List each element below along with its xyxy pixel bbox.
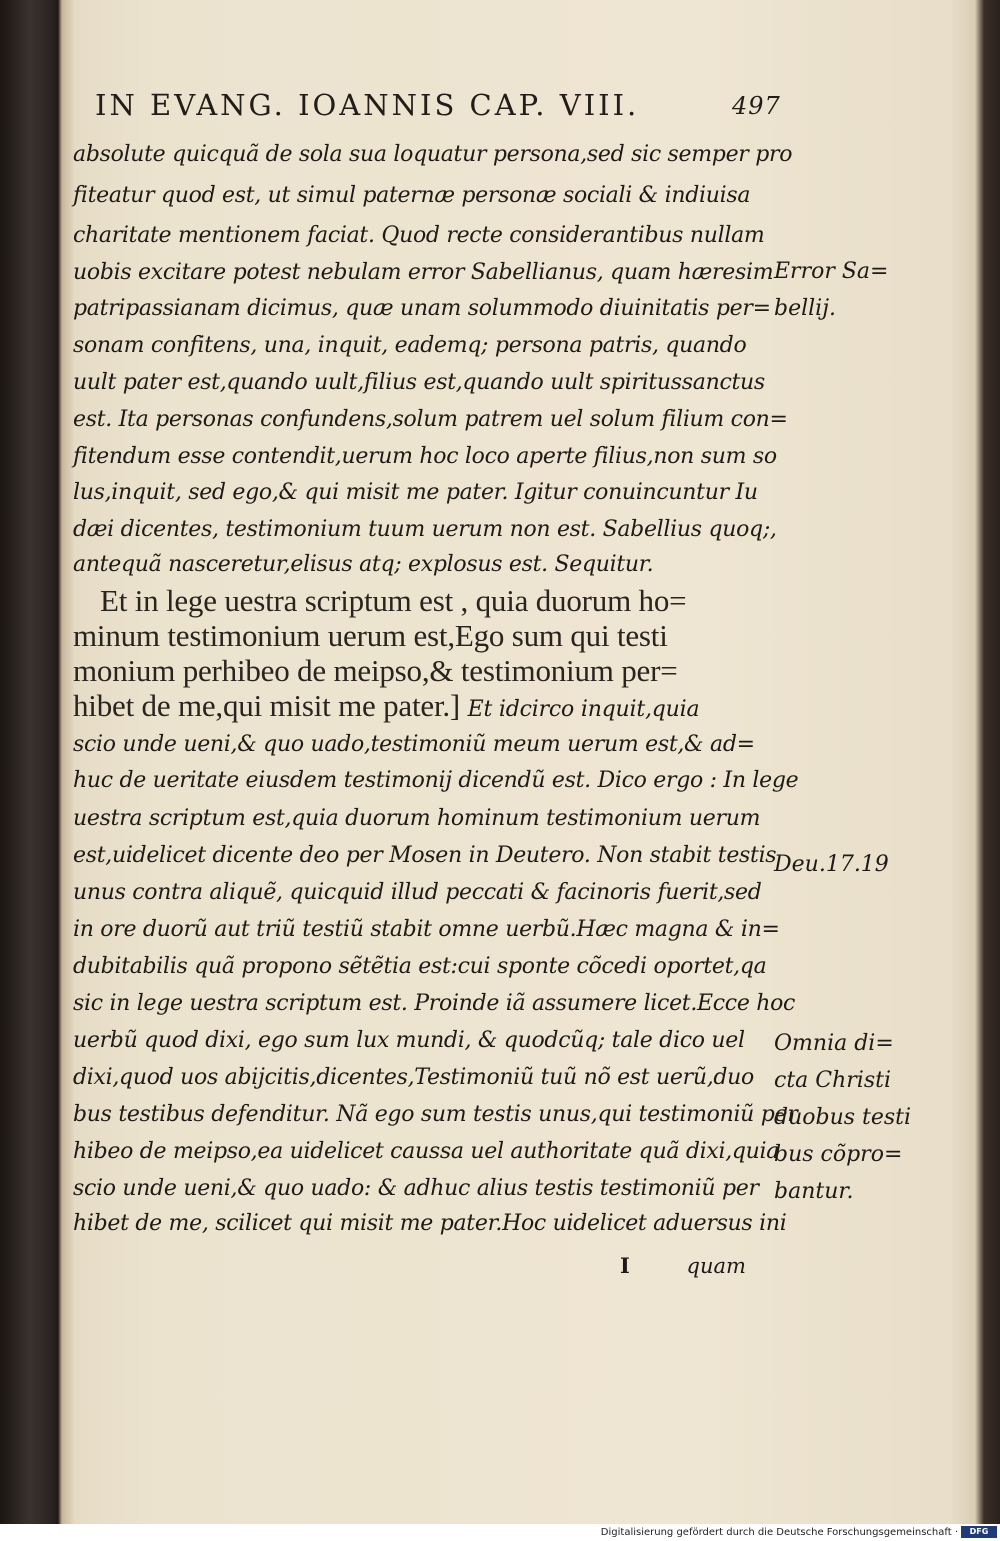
text-line: fitendum esse contendit,uerum hoc loco aperte filius,non sum so	[73, 444, 777, 469]
footer-credit: Digitalisierung gefördert durch die Deutsche Forschungsgemeinschaft ·	[600, 1527, 958, 1538]
text-line: est,uidelicet dicente deo per Mosen in Deutero. Non stabit testis	[73, 843, 777, 868]
scripture-line-with-tail	[73, 688, 773, 724]
scripture-line: Et in lege uestra scriptum est , quia duorum ho=	[100, 583, 687, 618]
margin-note: Error Sa=	[774, 259, 889, 284]
text-line: dubitabilis quã propono sẽtẽtia est:cui sponte cõcedi oportet,qa	[73, 954, 767, 979]
text-line: sic in lege uestra scriptum est. Proinde iã assumere licet.Ecce hoc	[73, 991, 796, 1016]
margin-note: bantur.	[774, 1179, 854, 1204]
margin-note: bus cõpro=	[774, 1142, 903, 1167]
scripture-line: monium perhibeo de meipso,& testimonium per=	[73, 653, 678, 688]
dfg-logo-icon: DFG	[961, 1526, 997, 1538]
text-line: uestra scriptum est,quia duorum hominum testimonium uerum	[73, 806, 761, 831]
text-line: bus testibus defenditur. Nã ego sum testis unus,qui testimoniũ per	[73, 1102, 798, 1127]
running-header	[95, 88, 795, 122]
text-line: uult pater est,quando uult,filius est,quando uult spiritussanctus	[73, 370, 765, 395]
margin-note: Deu.17.19	[774, 852, 889, 877]
text-line: lus,inquit, sed ego,& qui misit me pater. Igitur conuincuntur Iu	[73, 480, 758, 505]
scripture-line: minum testimonium uerum est,Ego sum qui testi	[73, 618, 668, 653]
text-line: antequã nasceretur,elisus atq; explosus est. Sequitur.	[73, 552, 654, 577]
text-line: uobis excitare potest nebulam error Sabellianus, quam hæresim	[73, 260, 774, 285]
text-line: uerbũ quod dixi, ego sum lux mundi, & quodcũq; tale dico uel	[73, 1028, 745, 1053]
text-line: est. Ita personas confundens,solum patrem uel solum filium con=	[73, 407, 788, 432]
text-line: in ore duorũ aut triũ testiũ stabit omne uerbũ.Hæc magna & in=	[73, 917, 780, 942]
signature-mark: I	[620, 1253, 630, 1278]
footer-bar	[0, 1524, 1000, 1541]
margin-note: bellij.	[774, 296, 837, 321]
catchword-line	[620, 1253, 746, 1278]
text-line: huc de ueritate eiusdem testimonij dicendũ est. Dico ergo : In lege	[73, 768, 799, 793]
running-title: IN EVANG. IOANNIS CAP. VIII.	[95, 88, 640, 122]
text-line: hibet de me, scilicet qui misit me pater.Hoc uidelicet aduersus ini	[73, 1211, 787, 1236]
commentary-resume: Et idcirco inquit,quia	[467, 697, 700, 722]
text-line: dæi dicentes, testimonium tuum uerum non est. Sabellius quoq;,	[73, 517, 777, 542]
margin-note: cta Christi	[774, 1068, 891, 1093]
catchword: quam	[686, 1254, 746, 1278]
scripture-end: hibet de me,qui misit me pater.]	[73, 688, 461, 723]
text-line: unus contra aliquẽ, quicquid illud peccati & facinoris fuerit,sed	[73, 880, 762, 905]
text-line: scio unde ueni,& quo uado,testimoniũ meum uerum est,& ad=	[73, 732, 755, 757]
text-line: scio unde ueni,& quo uado: & adhuc alius testis testimoniũ per	[73, 1176, 759, 1201]
page-number: 497	[732, 92, 781, 120]
text-line: charitate mentionem faciat. Quod recte considerantibus nullam	[73, 223, 765, 248]
margin-note: Omnia di=	[774, 1031, 894, 1056]
text-line: absolute quicquã de sola sua loquatur persona,sed sic semper pro	[73, 142, 793, 167]
text-line: hibeo de meipso,ea uidelicet caussa uel authoritate quã dixi,quia	[73, 1139, 780, 1164]
text-line: sonam confitens, una, inquit, eademq; persona patris, quando	[73, 333, 747, 358]
margin-note: duobus testi	[774, 1105, 912, 1130]
text-line: fiteatur quod est, ut simul paternæ personæ sociali & indiuisa	[73, 183, 751, 208]
text-line: patripassianam dicimus, quæ unam solummodo diuinitatis per=	[73, 296, 771, 321]
text-line: dixi,quod uos abijcitis,dicentes,Testimoniũ tuũ nõ est uerũ,duo	[73, 1065, 754, 1090]
